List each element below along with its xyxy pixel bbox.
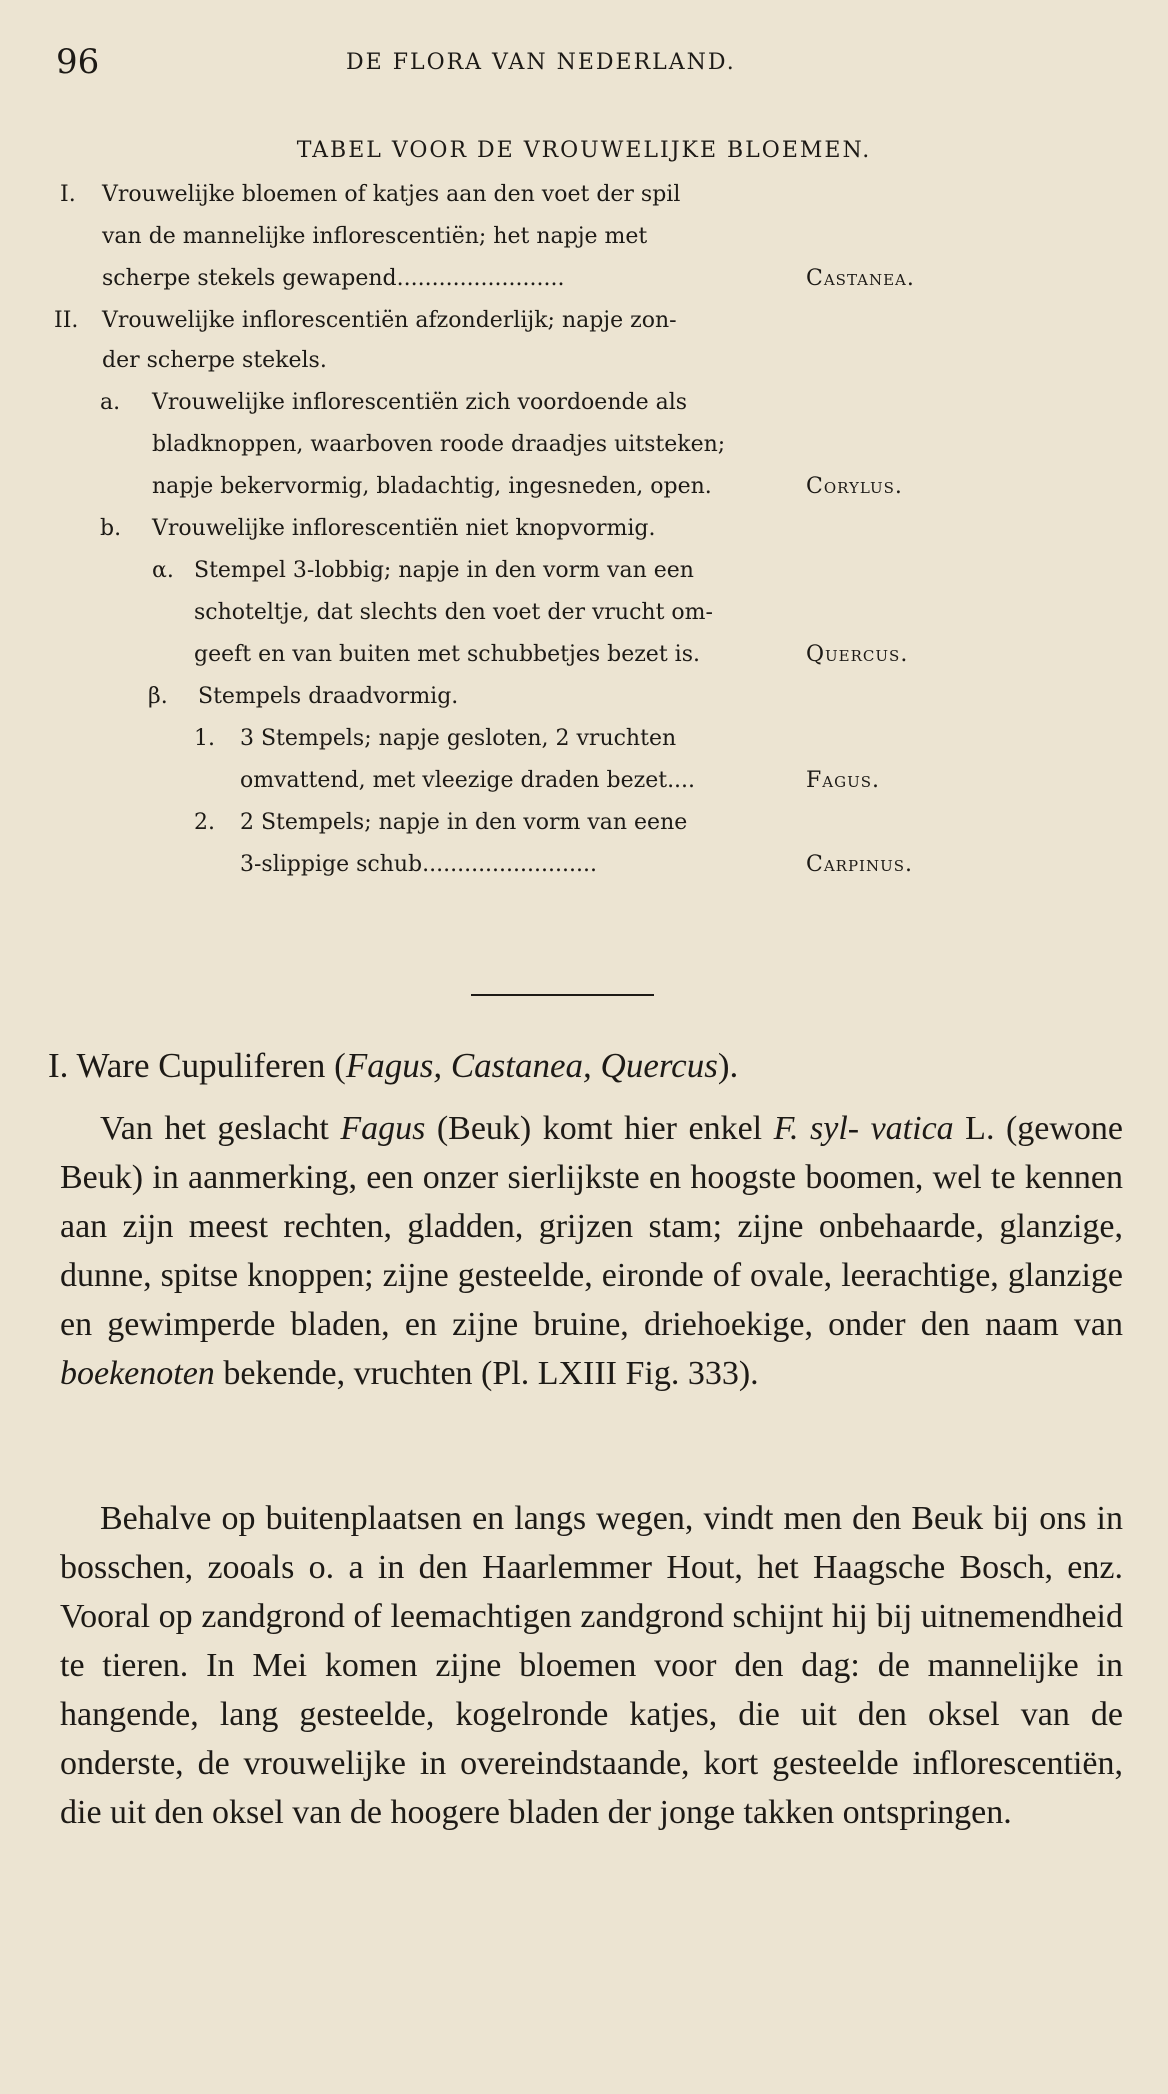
- key-text: van de mannelijke inflorescentiën; het napje met: [102, 224, 648, 249]
- page-number: 96: [56, 42, 100, 82]
- paragraph-beuk-habitat: Behalve op buitenplaatsen en langs wegen, vindt men den Beuk bij ons in bosschen, zooals o. a in den Haarlemmer Hout, het Haagsche Bosch, enz. Vooral op zandgrond of leemachtigen zandgrond schijnt hij bij uitnemendheid te tieren. In Mei komen zijne bloemen voor den dag: de mannelijke in hangende, lang gesteelde, kogelronde katjes, die uit den oksel van de onderste, de vrouwelijke in overeindstaande, kort gesteelde inflorescentiën, die uit den oksel van de hoogere bladen der jonge takken ontspringen.: [60, 1500, 1123, 1831]
- key-text: Vrouwelijke inflorescentiën zich voordoende als: [152, 390, 688, 415]
- key-line: [0, 472, 1168, 502]
- key-text: Vrouwelijke inflorescentiën afzonderlijk; napje zon-: [102, 308, 677, 333]
- key-marker: 1.: [194, 726, 215, 751]
- key-text: Stempel 3-lobbig; napje in den vorm van een: [194, 558, 694, 583]
- section-divider: [471, 994, 654, 996]
- key-text: schoteltje, dat slechts den voet der vrucht om-: [194, 600, 713, 625]
- key-line: [0, 766, 1168, 796]
- key-line: [0, 598, 1168, 628]
- key-line: [0, 850, 1168, 880]
- genus-name: Castanea.: [806, 266, 915, 291]
- key-marker: b.: [100, 516, 122, 541]
- key-marker: 2.: [194, 810, 215, 835]
- key-text: der scherpe stekels.: [102, 348, 327, 373]
- key-line: [0, 514, 1168, 544]
- key-line: [0, 808, 1168, 838]
- key-text: Stempels draadvormig.: [198, 684, 459, 709]
- key-line: [0, 640, 1168, 670]
- key-text: napje bekervormig, bladachtig, ingesneden, open.: [152, 474, 712, 499]
- key-text: bladknoppen, waarboven roode draadjes uitsteken;: [152, 432, 726, 457]
- table-title: TABEL VOOR DE VROUWELIJKE BLOEMEN.: [296, 138, 872, 163]
- genus-name: Quercus.: [806, 642, 909, 667]
- key-marker: I.: [60, 182, 76, 207]
- page-header: [56, 42, 1128, 82]
- key-text: 3 Stempels; napje gesloten, 2 vruchten: [240, 726, 677, 751]
- key-marker: a.: [100, 390, 121, 415]
- key-line: [0, 724, 1168, 754]
- key-text: omvattend, met vleezige draden bezet....: [240, 768, 696, 793]
- key-line: [0, 180, 1168, 210]
- key-line: [0, 346, 1168, 376]
- genus-name: Fagus.: [806, 768, 880, 793]
- key-text: scherpe stekels gewapend........................: [102, 266, 565, 291]
- key-text: geeft en van buiten met schubbetjes bezet is.: [194, 642, 700, 667]
- genus-name: Corylus.: [806, 474, 903, 499]
- key-text: Vrouwelijke inflorescentiën niet knopvormig.: [152, 516, 656, 541]
- key-line: [0, 682, 1168, 712]
- key-line: [0, 430, 1168, 460]
- paragraph-fagus: Van het geslacht Fagus (Beuk) komt hier enkel F. syl- vatica L. (gewone Beuk) in aanmerking, een onzer sierlijkste en hoogste boomen, wel te kennen aan zijn meest rechten, gladden, grijzen stam; zijne onbehaarde, glanzige, dunne, spitse knoppen; zijne gesteelde, eironde of ovale, leerachtige, glanzige en gewimperde bladen, en zijne bruine, driehoekige, onder den naam van boekenoten bekende, vruchten (Pl. LXIII Fig. 333).: [60, 1110, 1123, 1392]
- key-line: [0, 222, 1168, 252]
- key-text: Vrouwelijke bloemen of katjes aan den voet der spil: [102, 182, 681, 207]
- key-line: [0, 388, 1168, 418]
- key-text: 2 Stempels; napje in den vorm van eene: [240, 810, 688, 835]
- key-line: [0, 306, 1168, 336]
- key-marker: II.: [54, 308, 79, 333]
- key-marker: α.: [152, 558, 174, 583]
- key-line: [0, 556, 1168, 586]
- section-heading: I. Ware Cupuliferen (Fagus, Castanea, Quercus).: [48, 1046, 739, 1085]
- key-marker: β.: [148, 684, 168, 709]
- key-text: 3-slippige schub.........................: [240, 852, 597, 877]
- genus-name: Carpinus.: [806, 852, 914, 877]
- key-line: [0, 264, 1168, 294]
- running-title: DE FLORA VAN NEDERLAND.: [346, 50, 736, 75]
